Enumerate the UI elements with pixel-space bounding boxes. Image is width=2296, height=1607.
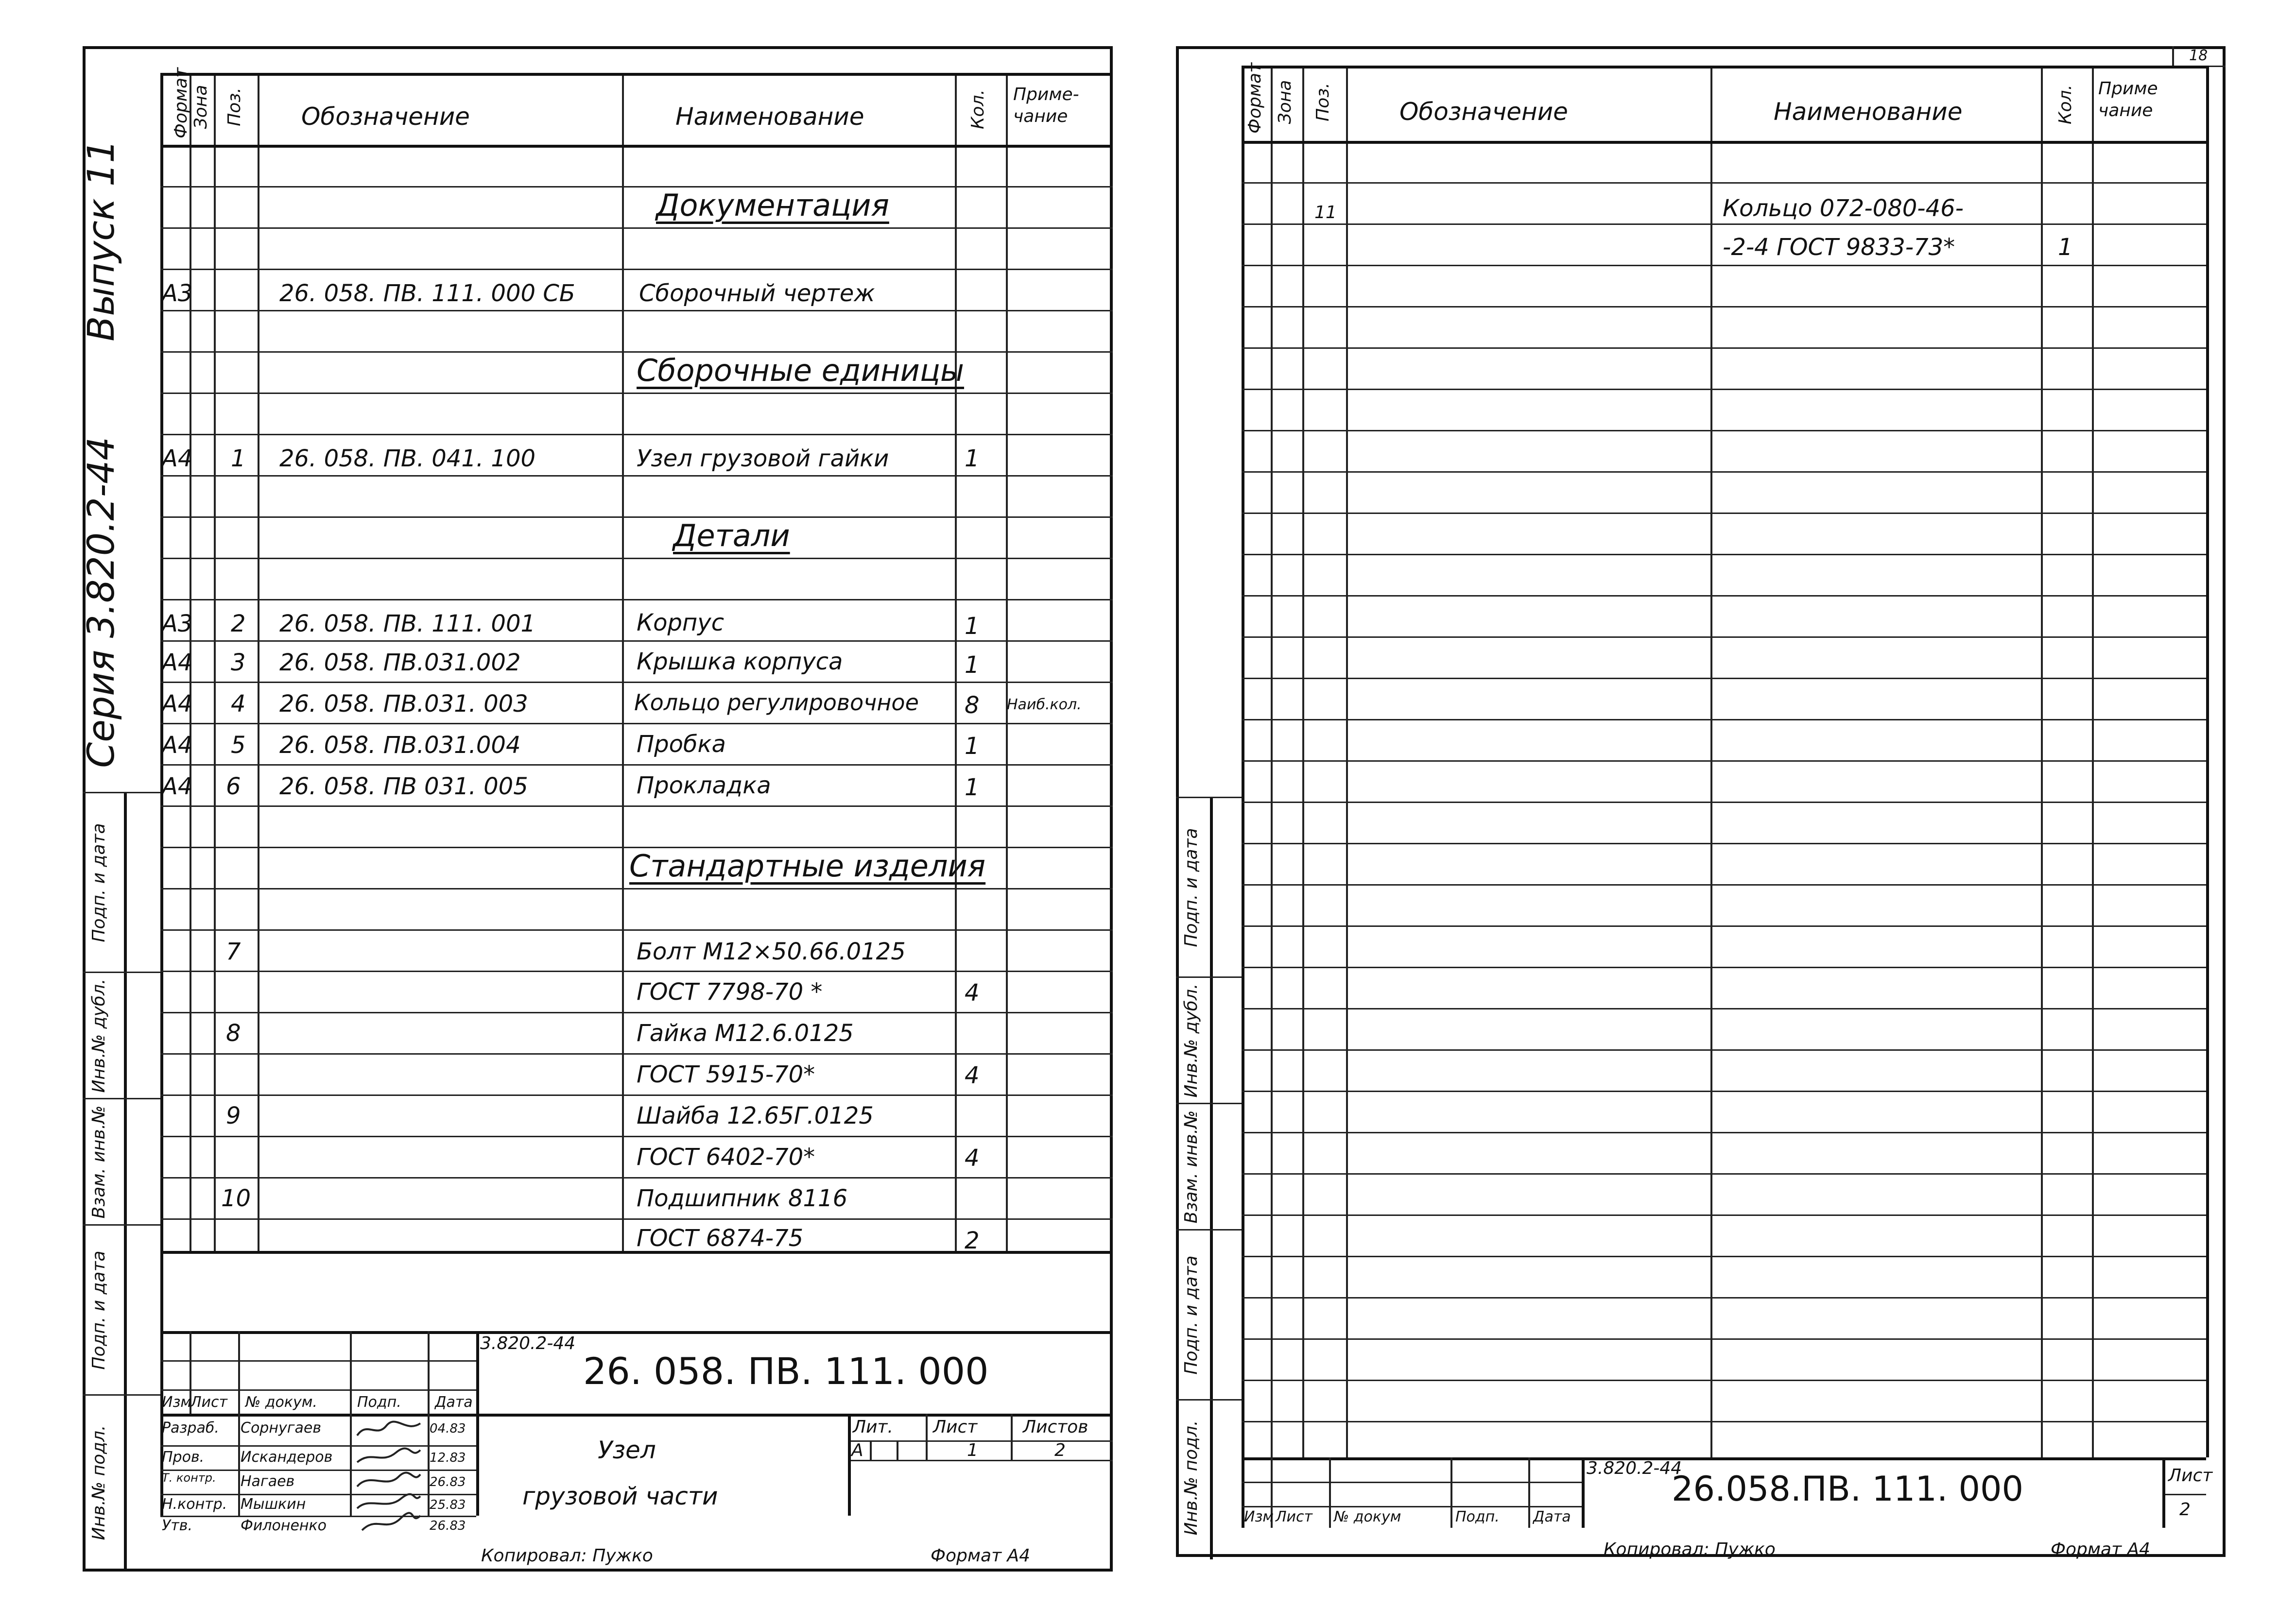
row-pos: 5 [231, 732, 246, 759]
row-format: А3 [162, 280, 193, 307]
footer-copied: Копировал: Пужко [1604, 1539, 1776, 1559]
signature-marks [352, 1416, 425, 1538]
title-vline [870, 1440, 872, 1460]
footer-format: Формат А4 [931, 1546, 1031, 1566]
row-pos: 8 [226, 1020, 241, 1047]
row-line [1242, 967, 2206, 968]
row-line [160, 1012, 1113, 1013]
row-name: Болт М12×50.66.0125 [637, 938, 906, 965]
row-line [1242, 347, 2206, 349]
title-col-head: Подп. [357, 1394, 401, 1411]
row-line [160, 971, 1113, 972]
title-vline [1450, 1457, 1452, 1528]
header-designation: Обозначение [301, 103, 470, 131]
title-line [1242, 1506, 1582, 1507]
col-line [1006, 73, 1008, 1251]
row-name: Шайба 12.65Г.0125 [637, 1102, 874, 1129]
title-series-ref: 3.820.2-44 [1587, 1458, 1682, 1478]
row-line [160, 227, 1113, 229]
row-qty: 1 [965, 651, 980, 679]
header-bottom-line [160, 145, 1113, 148]
row-pos: 7 [226, 938, 241, 965]
row-pos: 4 [231, 690, 246, 718]
header-zone: Зона [1275, 80, 1295, 124]
section-documentation: Документация [656, 188, 889, 223]
row-name: ГОСТ 6402-70* [637, 1144, 815, 1171]
series-label: Серия 3.820.2-44 [79, 437, 122, 768]
row-pos: 9 [226, 1102, 241, 1129]
row-line [1242, 1091, 2206, 1092]
row-line [160, 1218, 1113, 1220]
title-sheet-value: 1 [967, 1440, 978, 1460]
section-assembly-units: Сборочные единицы [637, 353, 965, 388]
row-line [160, 1177, 1113, 1179]
col-line [2206, 66, 2209, 1457]
title-role: Разраб. [162, 1419, 219, 1436]
title-vline [897, 1440, 898, 1460]
title-block-top [1242, 1457, 2206, 1460]
col-line [258, 73, 259, 1251]
row-line [160, 640, 1113, 642]
row-line [160, 475, 1113, 477]
row-qty: 1 [965, 774, 980, 801]
row-designation: 26. 058. ПВ.031. 003 [279, 690, 528, 718]
title-vline [1528, 1457, 1530, 1528]
title-vline [350, 1331, 352, 1516]
row-line [160, 764, 1113, 766]
row-format: А4 [162, 690, 193, 718]
row-name: Гайка М12.6.0125 [637, 1020, 854, 1047]
row-line [1242, 306, 2206, 308]
row-name: Узел грузовой гайки [637, 445, 889, 472]
page-number-box [2172, 46, 2174, 66]
row-designation: 26. 058. ПВ 031. 005 [279, 773, 528, 800]
row-line [160, 516, 1113, 518]
row-name: Пробка [637, 731, 726, 758]
stamp-line [83, 792, 160, 793]
row-name: ГОСТ 6874-75 [637, 1225, 804, 1252]
row-line [1242, 1049, 2206, 1051]
row-format: А4 [162, 649, 193, 676]
stamp-label: Подп. и дата [89, 823, 109, 942]
stamp-label: Подп. и дата [1181, 1255, 1201, 1375]
row-name: Корпус [637, 609, 725, 636]
row-name: ГОСТ 5915-70* [637, 1061, 815, 1088]
row-line [1242, 1380, 2206, 1381]
col-line [622, 73, 624, 1251]
row-line [1242, 760, 2206, 762]
stamp-label: Взам. инв.№ [1181, 1110, 1201, 1224]
stamp-label: Инв.№ подл. [1181, 1420, 1201, 1536]
header-bottom-line [1242, 141, 2206, 144]
title-col-head: Дата [435, 1394, 473, 1411]
row-name: Подшипник 8116 [637, 1185, 848, 1212]
header-designation: Обозначение [1399, 98, 1568, 126]
stamp-label: Взам. инв.№ [89, 1105, 109, 1219]
row-line [1242, 636, 2206, 638]
row-line [1242, 678, 2206, 679]
stamp-line [1176, 797, 1242, 798]
row-designation: 26. 058. ПВ.031.002 [279, 649, 521, 676]
footer-copied: Копировал: Пужко [481, 1546, 653, 1566]
row-line [160, 1053, 1113, 1055]
row-line [1242, 925, 2206, 927]
row-qty: 4 [965, 979, 980, 1007]
title-line [2162, 1494, 2206, 1495]
row-line [160, 599, 1113, 600]
row-line [160, 186, 1113, 188]
title-person: Искандеров [241, 1449, 333, 1466]
title-lit-value: А [851, 1440, 863, 1460]
row-line [1242, 884, 2206, 886]
row-line [1242, 1256, 2206, 1257]
row-line [1242, 513, 2206, 514]
title-role: Т. контр. [162, 1471, 216, 1485]
title-item-name: грузовой части [522, 1482, 718, 1510]
stamp-line [1210, 797, 1213, 1559]
section-parts: Детали [673, 518, 790, 553]
title-col-head: Подп. [1455, 1508, 1500, 1525]
row-line [1242, 1008, 2206, 1009]
row-line [160, 558, 1113, 559]
row-line [1242, 719, 2206, 720]
row-pos: 3 [231, 649, 246, 676]
header-name: Наименование [675, 103, 864, 131]
title-col-head: Изм [1244, 1508, 1274, 1525]
row-line [1242, 1173, 2206, 1175]
stamp-label: Инв.№ подл. [89, 1425, 109, 1540]
title-date: 25.83 [430, 1498, 466, 1512]
row-qty: 2 [965, 1227, 980, 1254]
row-line [160, 393, 1113, 394]
title-line [848, 1460, 1113, 1461]
col-line [1242, 66, 1244, 1528]
title-block-top [160, 1331, 1113, 1334]
title-line [848, 1440, 1113, 1442]
row-line [1242, 554, 2206, 555]
title-role: Утв. [162, 1517, 192, 1534]
header-note: Приме- чание [1013, 85, 1079, 126]
row-format: А4 [162, 773, 193, 800]
row-line [160, 888, 1113, 889]
row-format: А4 [162, 732, 193, 759]
title-sheet-value: 2 [2179, 1500, 2191, 1520]
title-doc-number: 26.058.ПВ. 111. 000 [1672, 1469, 2024, 1509]
header-qty: Кол. [2055, 84, 2075, 125]
row-line [160, 269, 1113, 270]
title-col-head: № докум [1334, 1508, 1401, 1525]
row-line [1242, 430, 2206, 431]
title-line [1242, 1482, 1582, 1483]
row-qty: 1 [965, 613, 980, 640]
row-name: Кольцо 072-080-46- [1723, 195, 1964, 222]
title-col-head: Изм [162, 1394, 192, 1411]
row-name: Крышка корпуса [637, 648, 843, 675]
title-person: Филоненко [241, 1517, 327, 1534]
title-col-head: Лист [1276, 1508, 1313, 1525]
title-sheet-label: Лист [933, 1417, 978, 1437]
row-line [1242, 471, 2206, 473]
row-note: Наиб.кол. [1007, 696, 1082, 713]
title-role: Н.контр. [162, 1496, 227, 1513]
title-col-head: № докум. [245, 1394, 317, 1411]
title-vline [926, 1414, 928, 1460]
row-line [1242, 843, 2206, 844]
row-line [1242, 1132, 2206, 1133]
header-qty: Кол. [968, 89, 988, 130]
title-vline [476, 1331, 479, 1516]
row-line [160, 1094, 1113, 1096]
row-line [1242, 223, 2206, 225]
title-person: Нагаев [241, 1473, 295, 1490]
row-line [1242, 595, 2206, 597]
title-vline [2162, 1457, 2165, 1528]
row-line [160, 1136, 1113, 1137]
row-qty: 1 [965, 445, 980, 472]
title-line [160, 1414, 1113, 1417]
row-designation: 26. 058. ПВ. 111. 001 [279, 610, 536, 637]
title-item-name: Узел [598, 1436, 656, 1464]
row-line [160, 310, 1113, 311]
header-pos: Поз. [1313, 83, 1333, 121]
title-role: Пров. [162, 1449, 205, 1466]
row-name: Кольцо регулировочное [634, 689, 919, 716]
title-sheets-label: Листов [1023, 1417, 1088, 1437]
row-line [1242, 1421, 2206, 1422]
title-series-ref: 3.820.2-44 [480, 1333, 576, 1353]
row-line [160, 929, 1113, 931]
row-line [160, 805, 1113, 807]
title-vline [848, 1414, 851, 1516]
title-vline [1582, 1457, 1585, 1528]
header-name: Наименование [1774, 98, 1963, 126]
title-date: 26.83 [430, 1475, 466, 1489]
row-line [1242, 802, 2206, 803]
row-line [1242, 1297, 2206, 1299]
page-number: 18 [2189, 47, 2208, 64]
row-format: А4 [162, 445, 193, 472]
row-name: -2-4 ГОСТ 9833-73* [1723, 234, 1955, 261]
row-pos: 10 [221, 1185, 251, 1212]
col-line [955, 73, 957, 1251]
stamp-label: Инв.№ дубл. [1181, 983, 1201, 1098]
header-format: Формат [171, 67, 191, 138]
row-line [1242, 1338, 2206, 1340]
header-pos: Поз. [224, 87, 244, 126]
title-date: 12.83 [430, 1451, 466, 1465]
row-pos: 11 [1314, 203, 1337, 222]
title-sheets-value: 2 [1054, 1440, 1066, 1460]
stamp-label: Подп. и дата [89, 1250, 109, 1370]
row-name: Прокладка [637, 772, 771, 799]
left-sheet-frame [79, 46, 1113, 1572]
title-sheet-label: Лист [2168, 1466, 2213, 1486]
stamp-label: Подп. и дата [1181, 828, 1201, 947]
title-person: Сорнугаев [241, 1419, 321, 1436]
footer-format: Формат А4 [2051, 1539, 2151, 1559]
row-name: Сборочный чертеж [639, 280, 875, 307]
row-line [1242, 389, 2206, 390]
row-designation: 26. 058. ПВ.031.004 [279, 732, 521, 759]
row-line [1242, 1214, 2206, 1216]
title-date: 26.83 [430, 1519, 466, 1533]
row-line [1242, 182, 2206, 184]
title-vline [238, 1331, 240, 1516]
title-col-head: Лист [190, 1394, 228, 1411]
title-person: Мышкин [241, 1496, 306, 1513]
table-top-line [160, 73, 1113, 76]
row-pos: 1 [231, 445, 246, 472]
row-format: А3 [162, 610, 193, 637]
row-pos: 2 [231, 610, 246, 637]
title-vline [1329, 1457, 1331, 1528]
row-name: ГОСТ 7798-70 * [637, 978, 823, 1006]
row-line [160, 434, 1113, 435]
header-note: Приме чание [2098, 79, 2158, 120]
title-lit-label: Лит. [853, 1417, 893, 1437]
row-qty: 1 [2058, 234, 2073, 261]
row-pos: 6 [226, 773, 241, 800]
title-doc-number: 26. 058. ПВ. 111. 000 [583, 1350, 989, 1393]
row-designation: 26. 058. ПВ. 111. 000 СБ [279, 280, 575, 307]
title-date: 04.83 [430, 1421, 466, 1436]
row-qty: 8 [965, 692, 980, 719]
col-line [214, 73, 216, 1251]
row-line [1242, 265, 2206, 266]
issue-label: Выпуск 11 [79, 139, 122, 342]
stamp-line [124, 792, 127, 1569]
section-standard-items: Стандартные изделия [629, 848, 986, 884]
stamp-label: Инв.№ дубл. [89, 978, 109, 1093]
row-line [160, 682, 1113, 683]
row-qty: 4 [965, 1062, 980, 1089]
header-format: Формат [1245, 62, 1265, 134]
title-col-head: Дата [1533, 1508, 1571, 1525]
row-qty: 1 [965, 733, 980, 760]
header-zone: Зона [191, 85, 211, 129]
title-vline [1011, 1414, 1013, 1460]
row-line [160, 723, 1113, 724]
table-top-line [1242, 66, 2206, 68]
row-designation: 26. 058. ПВ. 041. 100 [279, 445, 536, 472]
row-qty: 4 [965, 1145, 980, 1172]
